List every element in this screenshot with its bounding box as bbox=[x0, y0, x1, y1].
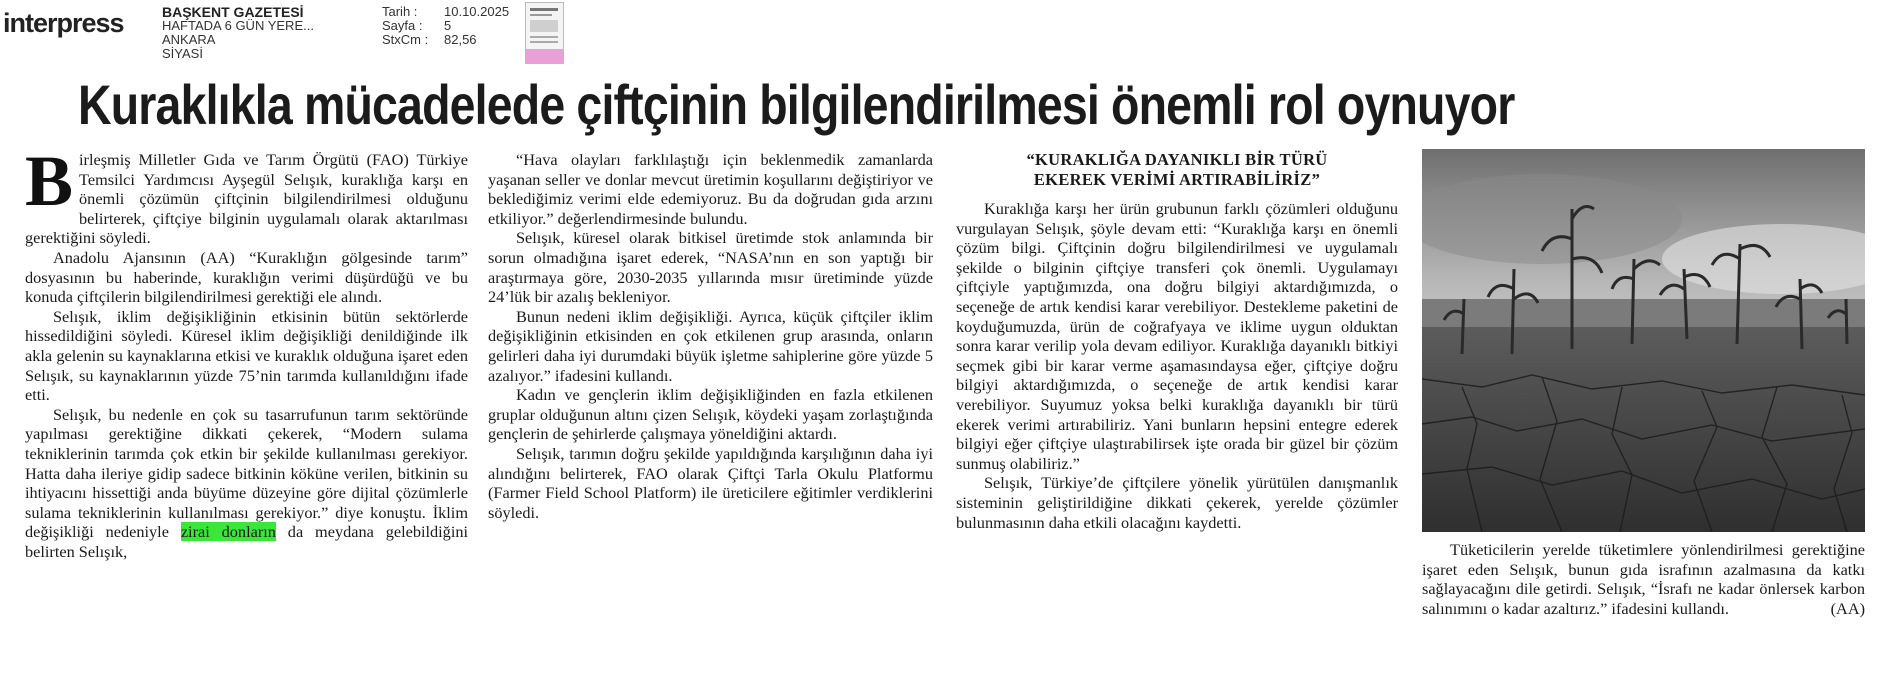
page-label: Sayfa : bbox=[382, 18, 423, 33]
date-label: Tarih : bbox=[382, 4, 418, 19]
highlighted-keyword: zirai donların bbox=[180, 522, 276, 542]
paragraph: Selışık, Türkiye’de çiftçilere yönelik yürütülen danışmanlık sisteminin geliştirildiğine dikkati çekerek, yerelde çözümler bulunmasının daha etkili olacağını kaydetti. bbox=[956, 473, 1398, 532]
date-value: 10.10.2025 bbox=[444, 4, 510, 19]
paragraph: Selışık, iklim değişikliğinin etkisinin bütün sektörlerde hissedildiğini söyledi. Küresel iklim değişikliği denildiğinde ilk akla gelenin su kaynaklarına etkisi ve kuraklık olduğuna işaret eden Selışık, su kaynaklarının yüzde 75’nin tarımda kullanıldığını ifade etti. bbox=[25, 306, 468, 405]
publication-info bbox=[162, 5, 314, 61]
page-value: 5 bbox=[444, 18, 452, 33]
photo-illustration bbox=[1422, 149, 1865, 532]
section-subhead bbox=[956, 150, 1398, 190]
publication-city: ANKARA bbox=[162, 32, 216, 47]
publication-category: SİYASİ bbox=[162, 46, 203, 61]
stxcm-label: StxCm : bbox=[382, 32, 429, 47]
paragraph: Kuraklığa karşı her ürün grubunun farklı çözümleri olduğunu vurgulayan Selışık, şöyle devam etti: “Kuraklığa karşı en önemli çözüm bilgi. Çiftçinin doğru bilgilendirilmesi ve uygulamalı şekilde o bilginin çiftçiye transferi çok önemli. Uygulamayı çiftçiyle yaptığımızda, ona doğru bilgiyi aktardığımızda, o seçeneğe de artık kendisi karar verebiliyor. Destekleme paketini de koyduğumuzda, ürün de coğrafyaya ve iklime uygun olduktan sonra karar verilip yola devam ediliyor. Kuraklığa dayanıklı bitkiyi seçmek gibi bir karar verme aşamasındaysa eğer, çiftçiye doğru bilgiyi aktardığımızda, o seçeneğe de artık kendisi karar verebiliyor. Suyumuz yoksa belki kuraklığa dayanıklı bir türü ekerek verimi artırabiliriz. Yani bunların hepsini entegre ederek bilgiyi eğer çiftçiye ulaştırabilirsek işte orada bir güzel bir çözüm sunmuş olabiliriz.” bbox=[956, 199, 1398, 473]
article-headline: Kuraklıkla mücadelede çiftçinin bilgilendirilmesi önemli rol oynuyor bbox=[78, 73, 1515, 136]
article-column-2 bbox=[488, 150, 933, 522]
publication-frequency: HAFTADA 6 GÜN YERE... bbox=[162, 18, 314, 33]
paragraph: Bunun nedeni iklim değişikliği. Ayrıca, küçük çiftçiler iklim değişikliğinin etkisinden en çok etkilenen grup arasında, onların gelirleri daha iyi durumdaki büyük işletme sahiplerine göre yüzde 5 azalıyor.” ifadesini kullandı. bbox=[488, 306, 933, 385]
clipping-info bbox=[382, 5, 509, 47]
paragraph: “Hava olayları farklılaştığı için beklenmedik zamanlarda yaşanan seller ve donlar mevcut üretimin koşullarını değiştiriyor ve beklediğimiz verimi elde edemiyoruz. Bu da doğrudan gıda arzını etkiliyor.” değerlendirmesinde bulundu. bbox=[488, 150, 933, 228]
paragraph: Kadın ve gençlerin iklim değişikliğinden en fazla etkilenen gruplar olduğunun altını çizen Selışık, köydeki yaşam zorlaştığında gençlerin de şehirlerde çalışmaya yöneldiğini aktardı. bbox=[488, 385, 933, 444]
drought-field-photo bbox=[1422, 149, 1865, 532]
drop-cap: B bbox=[25, 141, 74, 221]
paragraph-text: irleşmiş Milletler Gıda ve Tarım Örgütü (FAO) Türkiye Temsilci Yardımcısı Ayşegül Selışık, kuraklığa karşı en önemli çözümün çiftçinin bilgilendirilmesi olduğunu belirterek, çiftçiye bilginin uygulamalı olarak aktarılması gerektiğini söyledi. bbox=[25, 150, 468, 248]
paragraph bbox=[1422, 540, 1865, 618]
stxcm-value: 82,56 bbox=[444, 32, 477, 47]
paragraph-text: Selışık, bu nedenle en çok su tasarrufunun tarım sektöründe yapılması gerektiğine dikkati çekerek, “Modern sulama tekniklerinin tarımda çok etkin bir şekilde kullanılması gerekiyor. Hatta daha ileriye gidip sadece bitkinin köküne verilen, bitkinin su ihtiyacını hissettiği anda büyüme düzeyine göre dijital çözümlerle sulama tekniklerinin kullanılması gerekiyor.” diye konuştu. İklim değişikliği nedeniyle bbox=[25, 404, 468, 542]
paragraph bbox=[25, 141, 468, 248]
interpress-logo bbox=[3, 8, 124, 39]
subhead-line: EKEREK VERİMİ ARTIRABİLİRİZ” bbox=[1033, 170, 1321, 189]
news-source: (AA) bbox=[1830, 598, 1865, 618]
paragraph: Anadolu Ajansının (AA) “Kuraklığın gölgesinde tarım” dosyasının bu haberinde, kuraklığın verimi düşürdüğü ve bu konuda çiftçilerin bilgilendirilmesi gerektiği ele alındı. bbox=[25, 247, 468, 307]
subhead-line: “KURAKLIĞA DAYANIKLI BİR TÜRÜ bbox=[1026, 150, 1328, 169]
publication-name: BAŞKENT GAZETESİ bbox=[162, 4, 304, 20]
page-thumbnail[interactable] bbox=[525, 2, 564, 64]
paragraph-text: da meydana gelebildiğini belirten Selışık, bbox=[25, 522, 469, 561]
article-column-3 bbox=[956, 150, 1398, 532]
paragraph: Selışık, küresel olarak bitkisel üretimde stok anlamında bir sorun olmadığına işaret ederek, “NASA’nın en son yaptığı bir araştırmaya göre, 2030-2035 yıllarında mısır üretiminde yüzde 24’lük bir azalış bekleniyor. bbox=[488, 228, 933, 307]
article-column-1 bbox=[25, 141, 469, 561]
logo-text: interpress bbox=[3, 8, 124, 38]
paragraph-text: Tüketicilerin yerelde tüketimlere yönlendirilmesi gerektiğine işaret eden Selışık, bunun gıda israfının azalmasına da katkı sağlayacağını dile getirdi. Selışık, “İsrafı ne kadar önlersek karbon salınımını o kadar azaltırız.” ifadesini kullandı. bbox=[1422, 540, 1865, 618]
paragraph bbox=[25, 405, 468, 562]
article-column-4 bbox=[1422, 540, 1865, 618]
paragraph: Selışık, tarımın doğru şekilde yapıldığında karşılığının daha iyi alındığını belirterek, FAO olarak Çiftçi Tarla Okulu Platformu (Farmer Field School Platform) ile üreticilere eğitimler verdiklerini söyledi. bbox=[488, 443, 933, 522]
